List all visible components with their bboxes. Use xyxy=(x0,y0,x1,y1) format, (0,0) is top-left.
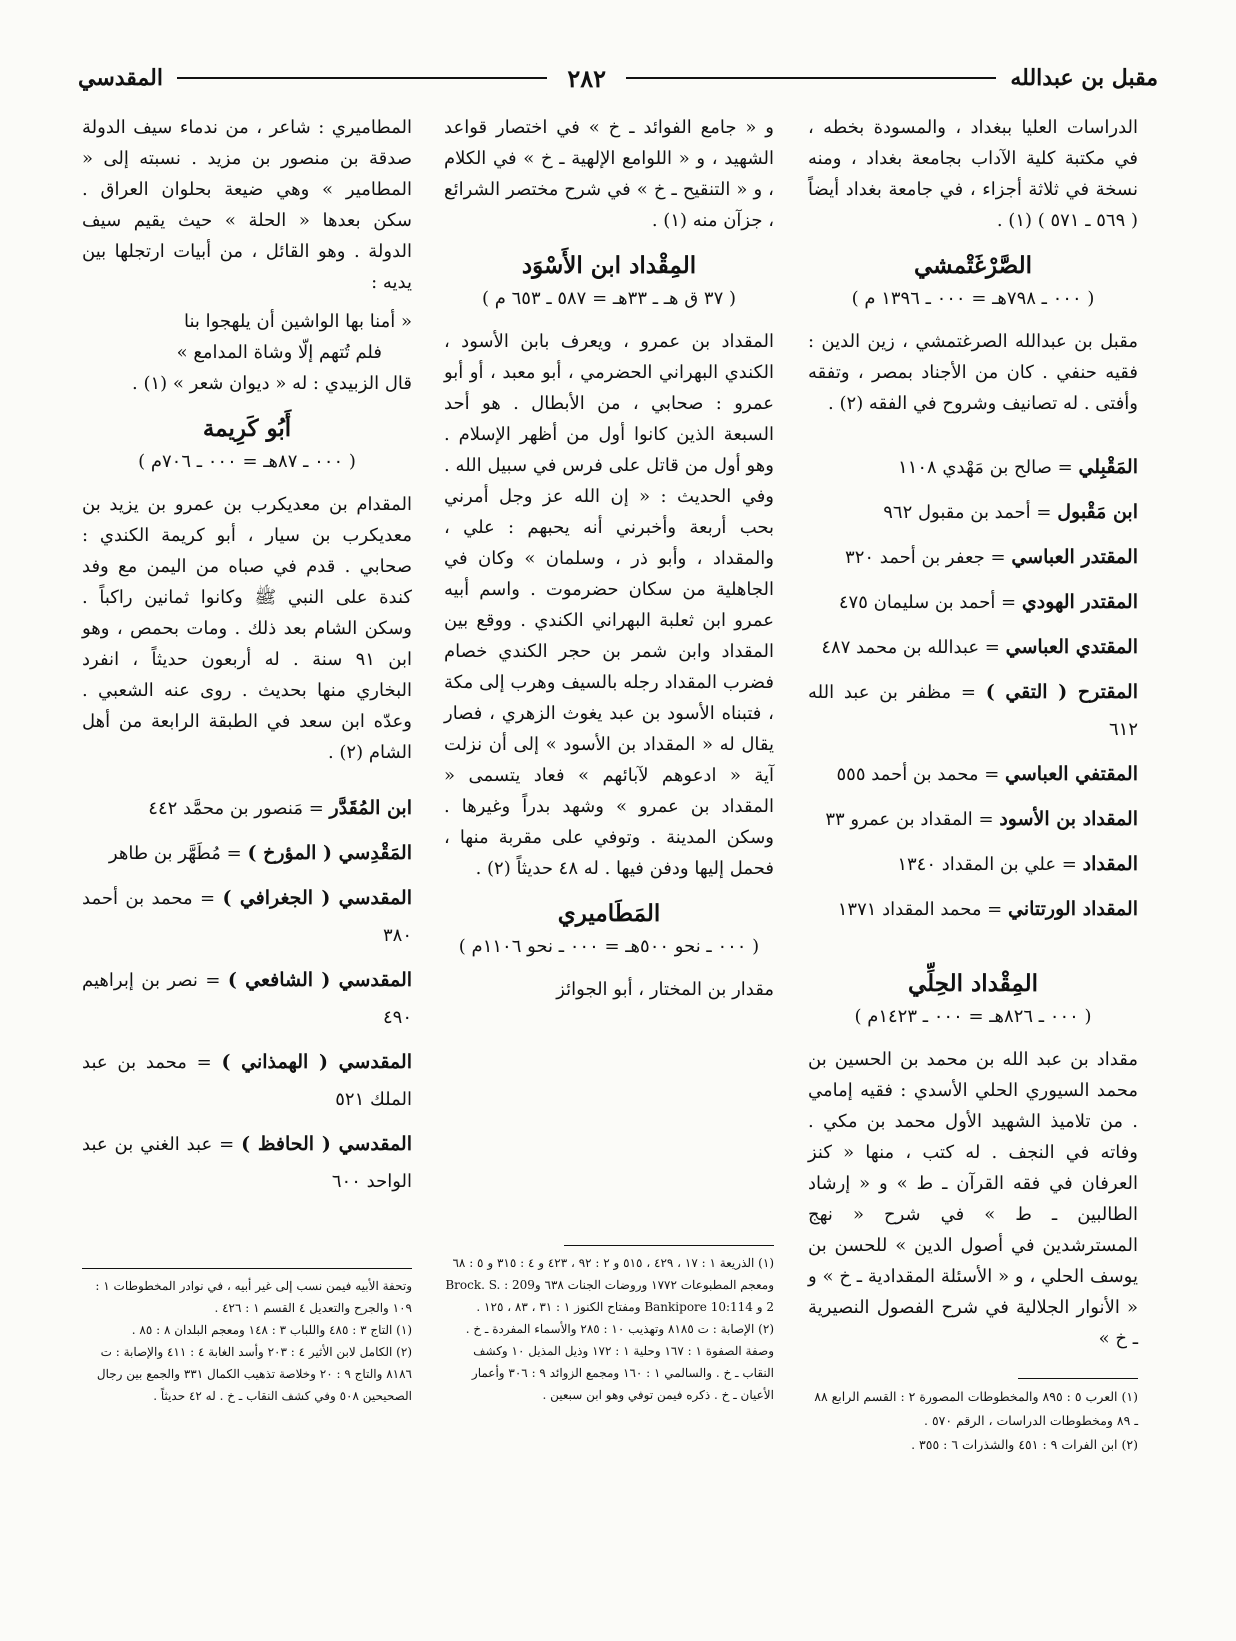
column-left xyxy=(82,112,412,1208)
page-header xyxy=(78,58,1158,98)
header-right-title: مقبل بن عبدالله xyxy=(1010,65,1158,91)
xref-item: المقتدر الهودي = أحمد بن سليمان ٤٧٥ xyxy=(838,591,1138,613)
xref-item: المقداد = علي بن المقداد ١٣٤٠ xyxy=(897,853,1138,875)
entry-title: المِقْداد ابن الأَسْوَد xyxy=(521,252,697,279)
entry-dates: ( ٠٠٠ ـ ٧٩٨هـ = ٠٠٠ ـ ١٣٩٦ م ) xyxy=(851,288,1095,309)
footnote: (٢) ابن الفرات ٩ : ٤٥١ والشذرات ٦ : ٣٥٥ . xyxy=(911,1437,1138,1452)
xref-item: المقدسي ( الحافظ ) = عبد الغني بن عبد الواحد ٦٠٠ xyxy=(82,1133,412,1192)
xref-item: المَقْدِسي ( المؤرخ ) = مُطَهَّر بن طاهر xyxy=(108,842,412,864)
header-left-title: المقدسي xyxy=(77,65,163,91)
xref-item: المقدسي ( الهمذاني ) = محمد بن عبد الملك ٥٢١ xyxy=(82,1051,412,1110)
footnote-rule xyxy=(1018,1378,1138,1379)
column-right xyxy=(808,112,1138,1362)
xref-item: المَقْبِلي = صالح بن مَهْدي ١١٠٨ xyxy=(898,456,1138,478)
entry-title: الصَّرْغَتْمشي xyxy=(914,252,1032,279)
xref-item: المقترح ( التقي ) = مظفر بن عبد الله ٦١٢ xyxy=(808,681,1138,740)
entry-title: أَبُو كَرِيمة xyxy=(202,415,292,442)
entry-text: مقداد بن عبد الله بن محمد بن الحسين بن محمد السيوري الحلي الأسدي : فقيه إمامي . من تلاميذ الشهيد الأول محمد بن مكي . وفاته في النجف . له كتب ، منها « كنز العرفان في فقه القرآن ـ ط » و « إرشاد الطالبين ـ ط » في شرح « نهج المسترشدين في أصول الدين » للحسن بن يوسف الحلي ، و « الأسئلة المقدادية ـ خ » و « الأنوار الجلالية في شرح الفصول النصيرية ـ خ » xyxy=(808,1049,1138,1349)
xref-item: المقداد الورتتاني = محمد المقداد ١٣٧١ xyxy=(837,898,1138,920)
xref-item: المقتفي العباسي = محمد بن أحمد ٥٥٥ xyxy=(836,763,1138,785)
header-rule-right xyxy=(626,77,996,79)
footnote: (١) التاج ٣ : ٤٨٥ واللباب ٣ : ١٤٨ ومعجم البلدان ٨ : ٨٥ . xyxy=(131,1323,412,1337)
xref-item: ابن المُقَدَّر = مَنصور بن محمَّد ٤٤٢ xyxy=(148,797,412,819)
entry-title: المِقْداد الحِلِّي xyxy=(907,970,1039,997)
entry-dates: ( ٠٠٠ ـ ٨٢٦هـ = ٠٠٠ ـ ١٤٢٣م ) xyxy=(854,1006,1092,1027)
xref-item: المقدسي ( الشافعي ) = نصر بن إبراهيم ٤٩٠ xyxy=(82,969,413,1028)
footnote: (٢) الكامل لابن الأثير ٤ : ٢٠٣ وأسد الغابة ٤ : ٤١١ والإصابة : ت ٨١٨٦ والتاج ٩ : ٢٠ وخلاصة تذهيب الكمال ٣٣١ والجمع بين رجال الصحيحين ٥٠٨ وفي كشف النقاب ـ خ . له ٤٢ حديثاً . xyxy=(96,1345,412,1403)
page-number: ٢٨٢ xyxy=(567,63,607,93)
footnote: (١) العرب ٥ : ٨٩٥ والمخطوطات المصورة ٢ : القسم الرابع ٨٨ ـ ٨٩ ومخطوطات الدراسات ، الرقم ٥٧٠ . xyxy=(814,1389,1138,1428)
cross-references xyxy=(808,449,1138,928)
footnotes-right xyxy=(808,1378,1138,1457)
footnote-rule xyxy=(82,1268,412,1269)
entry-text: المقدام بن معديكرب بن عمرو بن يزيد بن معديكرب بن سيار ، أبو كريمة الكندي : صحابي . قدم في صباه من اليمن مع وفد كندة على النبي ﷺ وكانوا ثمانين راكباً . وسكن الشام بعد ذلك . ومات بحمص ، وهو ابن ٩١ سنة . له أربعون حديثاً ، انفرد البخاري منها بحديث . روى عنه الشعبي . وعدّه ابن سعد في الطبقة الرابعة من أهل الشام (٢) . xyxy=(82,494,412,763)
entry-text: مقدار بن المختار ، أبو الجوائز xyxy=(556,979,774,1000)
entry-dates: ( ٣٧ ق هـ ـ ٣٣هـ = ٥٨٧ ـ ٦٥٣ م ) xyxy=(481,288,736,309)
header-rule-left xyxy=(177,77,547,79)
xref-item: المقدسي ( الجغرافي ) = محمد بن أحمد ٣٨٠ xyxy=(82,887,412,946)
footnote: (١) الذريعة ١ : ١٧ ، ٤٢٩ ، ٥١٥ و ٢ : ٩٢ ، ٤٢٣ و ٤ : ٣١٥ و ٥ : ٦٨ ومعجم المطبوعات ١٧٧٢ وروضات الجنات ٦٣٨ و209 : Brock. S. 2 و Bankipore 10:114 ومفتاح الكنوز ١ : ٣١ ، ٨٣ ، ١٢٥ . xyxy=(445,1256,774,1314)
entry-dates: ( ٠٠٠ ـ ٨٧هـ = ٠٠٠ ـ ٧٠٦م ) xyxy=(138,451,356,472)
footnotes-middle xyxy=(444,1245,774,1406)
entry-title: المَطَاميري xyxy=(557,900,661,927)
entry-text: المقداد بن عمرو ، ويعرف بابن الأسود ، الكندي البهراني الحضرمي ، أبو معبد ، أو أبو عمرو : صحابي ، من الأبطال . هو أحد السبعة الذين كانوا أول من أظهر الإسلام . وهو أول من قاتل على فرس في سبيل الله . وفي الحديث : « إن الله عز وجل أمرني بحب أربعة وأخبرني أنه يحبهم : علي ، والمقداد ، وأبو ذر ، وسلمان » وكان في الجاهلية من سكان حضرموت . واسم أبيه عمرو ابن ثعلبة البهراني الكندي . ووقع بين المقداد وابن شمر بن حجر الكندي خصام فضرب المقداد رجله بالسيف وهرب إلى مكة ، فتبناه الأسود بن عبد يغوث الزهري ، فصار يقال له « المقداد بن الأسود » إلى أن نزلت آية « ادعوهم لآبائهم » فعاد يتسمى « المقداد بن عمرو » وشهد بدراً وغيرها . وسكن المدينة . وتوفي على مقربة منها ، فحمل إليها ودفن فيها . له ٤٨ حديثاً (٢) . xyxy=(444,331,774,879)
xref-item: ابن مَقْبول = أحمد بن مقبول ٩٦٢ xyxy=(883,501,1138,523)
continuation-paragraph: المطاميري : شاعر ، من ندماء سيف الدولة صدقة بن منصور بن مزيد . نسبته إلى « المطامير » وهي ضيعة بحلوان العراق . سكن بعدها « الحلة » حيث يقيم سيف الدولة . وهو القائل ، من أبيات ارتجلها بين يديه : xyxy=(82,117,412,293)
paragraph: قال الزبيدي : له « ديوان شعر » (١) . xyxy=(132,373,412,394)
xref-item: المقتدر العباسي = جعفر بن أحمد ٣٢٠ xyxy=(845,546,1138,568)
cross-references xyxy=(82,790,412,1200)
entry-text: مقبل بن عبدالله الصرغتمشي ، زين الدين : فقيه حنفي . كان من الأجناد بمصر ، وتفقه وأفتى . له تصانيف وشروح في الفقه (٢) . xyxy=(808,331,1138,414)
footnote-rule xyxy=(564,1245,774,1246)
footnotes-left xyxy=(82,1268,412,1407)
verse-line: فلم تُتهم إلّا وشاة المدامع » xyxy=(176,342,382,363)
verse-line: « أمنا بها الواشين أن يلهجوا بنا xyxy=(183,311,412,332)
xref-item: المقداد بن الأسود = المقداد بن عمرو ٣٣ xyxy=(825,808,1138,830)
continuation-paragraph: و « جامع الفوائد ـ خ » في اختصار قواعد الشهيد ، و « اللوامع الإلهية ـ خ » في الكلام ، و « التنقيح ـ خ » في شرح مختصر الشرائع ، جزآن منه (١) . xyxy=(444,117,774,231)
continuation-paragraph: الدراسات العليا ببغداد ، والمسودة بخطه ، في مكتبة كلية الآداب بجامعة بغداد ، ومنه نسخة في ثلاثة أجزاء ، في جامعة بغداد أيضاً ( ٥٦٩ ـ ٥٧١ ) (١) . xyxy=(808,117,1138,231)
footnote: (٢) الإصابة : ت ٨١٨٥ وتهذيب ١٠ : ٢٨٥ والأسماء المفردة ـ خ . وصفة الصفوة ١ : ١٦٧ وحلية ١ : ١٧٢ وذيل المذيل ١٠ وكشف النقاب ـ خ . والسالمي ١ : ١٦٠ ومجمع الزوائد ٩ : ٣٠٦ وأعمار الأعيان ـ خ . ذكره فيمن توفي وهو ابن سبعين . xyxy=(465,1322,774,1402)
xref-item: المقتدي العباسي = عبدالله بن محمد ٤٨٧ xyxy=(821,636,1138,658)
column-middle xyxy=(444,112,774,1013)
footnote: وتحفة الأبيه فيمن نسب إلى غير أبيه ، في نوادر المخطوطات ١ : ١٠٩ والجرح والتعديل ٤ القسم ١ : ٤٢٦ . xyxy=(95,1279,412,1315)
entry-dates: ( ٠٠٠ ـ نحو ٥٠٠هـ = ٠٠٠ ـ نحو ١١٠٦م ) xyxy=(458,936,760,957)
